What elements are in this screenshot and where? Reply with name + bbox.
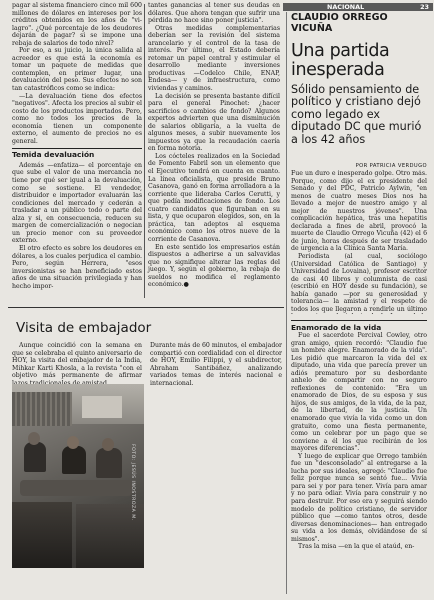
article-body xyxy=(291,332,427,594)
paragraph: Otras medidas complementarias deberían ser la revisión del sistema arancelario y el control de la tasa de interés. Por último, el Estado debería retomar un papel central y estimular el desarrollo mediante inversiones productivas —Codelco Chile, ENAP, Endesa— y de infraestructura, como viviendas y caminos. xyxy=(148,24,280,93)
paragraph: En este sentido los empresarios están dispuestos a adherirse a un salvavidas que no signifique alterar las reglas del juego. Y, según el gobierno, la rebaja de sueldos no modifica el reglamento económico.● xyxy=(148,243,280,289)
subheading: Enamorado de la vida xyxy=(291,320,427,332)
feature-photo xyxy=(12,384,144,568)
author-credit: POR PATRICIA VERDUGO xyxy=(355,163,427,169)
paragraph: Los cócteles realizados en la Sociedad de Fomento Fabril son un elemento que el Ejecutivo tendrá en cuenta en cuanto. La línea oficialista, que preside Bruno Casanova, ganó en forma arrolladora a la corriente que lideraba Carlos Cerutti, y que pedía modificaciones de fondo. Los cuatro candidatos que figuraban en su lista, y que ocuparon elegidos, son, en la práctica, tan adeptos al esquema económico como los otros nueve de la corriente de Casanova. xyxy=(148,152,280,243)
column-divider xyxy=(144,4,145,298)
page-number: 23 xyxy=(420,3,429,11)
paragraph: tantes ganancias al tener sus deudas en dólares. Que ahora tengan que sufrir una pérdida no hace sino poner justicia". xyxy=(148,2,280,25)
paragraph: Y luego de explicar que Orrego también fue un "desconsolado" al entregarse a la lucha por sus ideales, agregó: "Claudio fue feliz porque nunca se sentó fue... Vivía para sei y por para tener. Vivía para amar y no para odiar. Vivía para construir y no para destruir. Por eso era y seguirá siendo modelo de político cristiano, de servidor público que —como tantos otros, desde diversas denominaciones— han entregado su vida a los demás, olvidándose de sí mismos". xyxy=(291,452,427,543)
article-column-2 xyxy=(148,2,280,302)
paragraph: Además —enfatiza— el porcentaje en que sube el valor de una mercancía no tiene por qué ser igual a la devaluación, como se sostiene. El vendedor, distribuidor e importador evaluarán las condiciones del mercado y cederán a trasladar a un público todo o parte del alza y si, en consecuencia, reducen su margen de comercialización o negocian un precio menor con su proveedor externo. xyxy=(12,161,142,245)
paragraph: Fue un duro e inesperado golpe. Otro más. Porque, como dijo el ex presidente del Senado y del PDC, Patricio Aylwin, "en menos de cuatro meses Dios nos ha llevado a mejor de nuestro amigo y al mejor de nuestros jóvenes". Una complicación hepática, tras una hepatitis declarada a fines de abril, provocó la muerte de Claudio Orrego Vicuña (42) el 6 de junio, horas después de ser trasladado de urgencia a la Clínica Santa María. xyxy=(291,170,427,253)
article-byline: CLAUDIO ORREGO VICUÑA xyxy=(291,12,388,34)
paragraph: Fue el sacerdote Percival Cowley, otro gran amigo, quien recordó: "Claudio fue un hombre alegre. Enamorado de la vida". Les pidió que marcaron la vida del ex diputado, una vida que parecía prever un adiós prematuro por su desbordante anhelo de compartir con no seguro reflexiones de contenido: "Era un enamorado de Dios, de su esposa y sus hijos, de sus amigos, de la vida, de la paz, de la libertad, de la justicia. Un enamorado que vivía la vida como un don gratuito, como una fiesta permanente, como un celebrar por un pago que se conviene a él los que recibirán de los mayores diferencias". xyxy=(291,332,427,453)
paragraph: Durante más de 60 minutos, el embajador compartió con cordialidad con el director de HOY, Emilio Filippi, y el subdirector, Abraham Santibáñez, analizando variados temas de interés nacional e internacional. xyxy=(150,342,282,387)
paragraph: Tras la misa —en la que el ataúd, en- xyxy=(298,543,415,551)
feature-text xyxy=(12,342,142,380)
feature-text xyxy=(150,342,282,420)
paragraph: El otro efecto es sobre los deudores en dólares, a los cuales perjudica el cambio. Pero, según Herrera, "esos inversionistas se han beneficiado estos años de una situación privilegiada y han hecho impor- xyxy=(12,244,142,290)
column-divider xyxy=(286,12,287,594)
subheading: Temida devaluación xyxy=(12,148,142,159)
article-title: Una partida inesperada xyxy=(291,41,390,80)
photo-credit: FOTO: JESÚS INOSTROZA M. xyxy=(130,444,135,521)
article-body xyxy=(291,170,427,314)
article-subtitle: Sólido pensamiento de político y cristiano dejó como legado ex diputado DC que murió a los 42 años xyxy=(291,83,422,146)
paragraph: La decisión se presenta bastante difícil para el general Pinochet: ¿hacer sacrificios o cambios de fondo? Algunos expertos advierten que una disminución de salarios obligaría, a la vuelta de algunos meses, a subir nuevamente los impuestos ya que la recaudación caería en forma notoria. xyxy=(148,92,280,153)
paragraph: Por eso, a su juicio, la única salida al acreedor es que está la economía es tomar un paquete de medidas que contemplen, en primer lugar, una devaluación del peso. Sus efectos no son tan catastróficos como se indica: xyxy=(12,47,142,93)
article-column-1 xyxy=(12,2,142,302)
section-divider xyxy=(8,307,284,308)
feature-title: Visita de embajador xyxy=(16,320,152,336)
section-header xyxy=(283,3,433,11)
paragraph: pagar al sistema financiero cinco mil 600 millones de dólares en intereses por los créditos obtenidos en los años de "vi-lagro". ¿Qué porcentaje de los deudores dejarán de pagar? si se impone una rebaja de salarios de todo nivel? xyxy=(12,2,142,47)
paragraph: —La devaluación tiene dos efectos "negativos". Afecta los precios al subir el costo de los productos importados. Pero, como no todos los precios de la economía tienen un componente externo, el aumento de precios no es general. xyxy=(12,92,142,145)
paragraph: Periodista (al cual, sociólogo (Universidad Católica de Santiago) y Universidad de Lovaina), profesor escritor de casi 40 libros y columnista de casi (escribió en HOY desde su fundación), se había ganado —por su generosidad y tolerancia— la amistad y el respeto de todos los que llegaron a rendirle un último xyxy=(291,253,427,313)
section-label: NACIONAL xyxy=(327,3,365,11)
paragraph: Aunque coincidió con la semana en que se celebraba el quinto aniversario de HOY, la visita del embajador de la India, Mihkar Karti Khosla, a la revista "con el objetivo más permanente de afirmar xyxy=(12,342,142,380)
